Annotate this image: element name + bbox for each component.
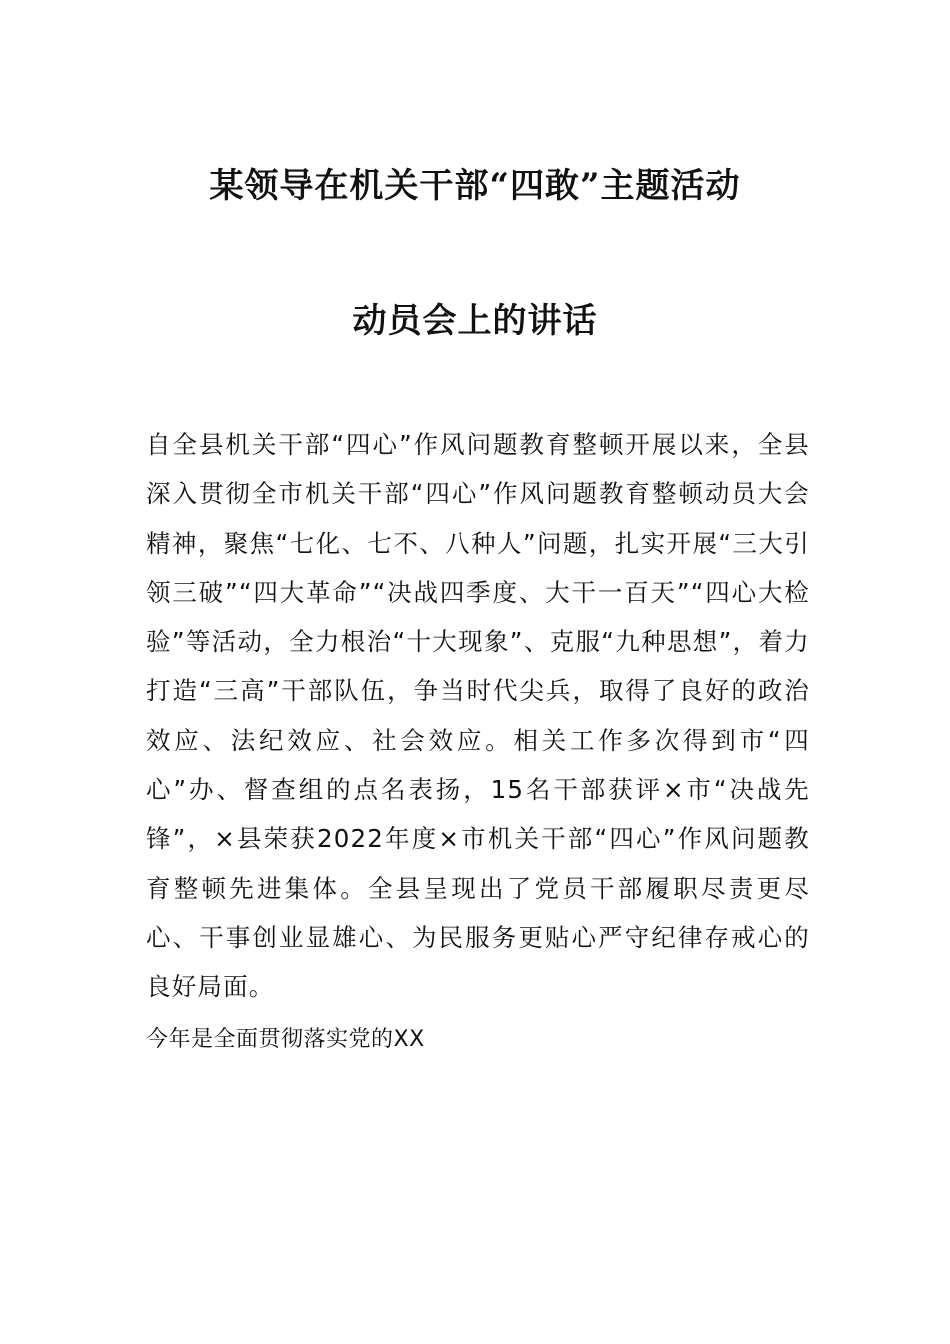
- body-paragraph-1: 自全县机关干部“四心”作风问题教育整顿开展以来，全县深入贯彻全市机关干部“四心”作风问题教育整顿动员大会精神，聚焦“七化、七不、八种人”问题，扎实开展“三大引领三破”“四大革命”“决战四季度、大干一百天”“四心大检验”等活动，全力根治“十大现象”、克服“九种思想”，着力打造“三高”干部队伍，争当时代尖兵，取得了良好的政治效应、法纪效应、社会效应。相关工作多次得到市“四心”办、督查组的点名表扬，15名干部获评×市“决战先锋”，×县荣获2022年度×市机关干部“四心”作风问题教育整顿先进集体。全县呈现出了党员干部履职尽责更尽心、干事创业显雄心、为民服务更贴心严守纪律存戒心的良好局面。: [146, 430, 810, 1002]
- body-paragraph-2: 今年是全面贯彻落实党的XX: [146, 1027, 425, 1052]
- document-title-line-2: 动员会上的讲话: [352, 301, 598, 341]
- document-title-line-1: 某领导在机关干部“四敢”主题活动: [209, 166, 741, 206]
